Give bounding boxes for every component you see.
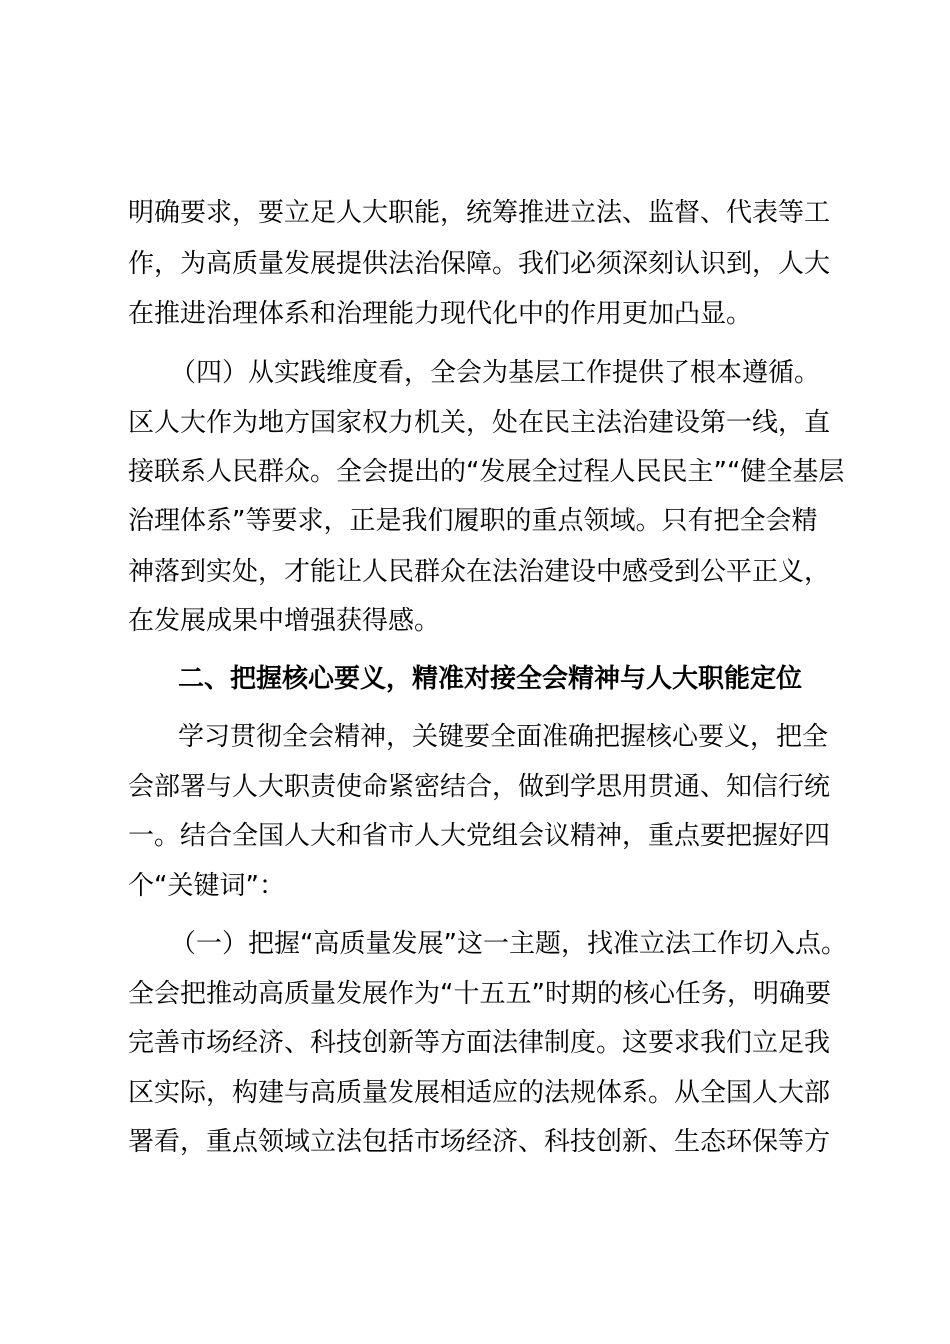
- body-text-line: 作，为高质量发展提供法治保障。我们必须深刻认识到，人大: [128, 249, 831, 279]
- body-text-line: 区实际，构建与高质量发展相适应的法规体系。从全国人大部: [128, 1078, 831, 1108]
- body-text-line: 学习贯彻全会精神，关键要全面准确把握核心要义，把全: [178, 722, 829, 752]
- body-text-line: 明确要求，要立足人大职能，统筹推进立法、监督、代表等工: [128, 198, 831, 228]
- section-heading: 二、把握核心要义，精准对接全会精神与人大职能定位: [178, 664, 803, 694]
- body-text-line: 在发展成果中增强获得感。: [128, 606, 441, 636]
- body-text-line: 会部署与人大职责使命紧密结合，做到学思用贯通、知信行统: [128, 772, 831, 802]
- body-text-line: 一。结合全国人大和省市人大党组会议精神，重点要把握好四: [128, 821, 831, 851]
- body-text-line: 完善市场经济、科技创新等方面法律制度。这要求我们立足我: [128, 1028, 831, 1058]
- body-text-line: 区人大作为地方国家权力机关，处在民主法治建设第一线，直: [128, 408, 831, 438]
- body-text-line: 治理体系”等要求，正是我们履职的重点领域。只有把全会精: [128, 506, 818, 536]
- body-text-line: 个“关键词”：: [128, 871, 285, 901]
- subsection-heading-line: （四）从实践维度看，全会为基层工作提供了根本遵循。: [170, 358, 821, 388]
- body-text-line: 署看，重点领域立法包括市场经济、科技创新、生态环保等方: [128, 1127, 831, 1157]
- body-text-line: 接联系人民群众。全会提出的“发展全过程人民民主”“健全基层: [128, 457, 845, 487]
- body-text-line: 在推进治理体系和治理能力现代化中的作用更加凸显。: [128, 299, 753, 329]
- subsection-heading-line: （一）把握“高质量发展”这一主题，找准立法工作切入点。: [170, 929, 847, 959]
- body-text-line: 神落到实处，才能让人民群众在法治建设中感受到公平正义，: [128, 557, 831, 587]
- body-text-line: 全会把推动高质量发展作为“十五五”时期的核心任务，明确要: [128, 979, 831, 1009]
